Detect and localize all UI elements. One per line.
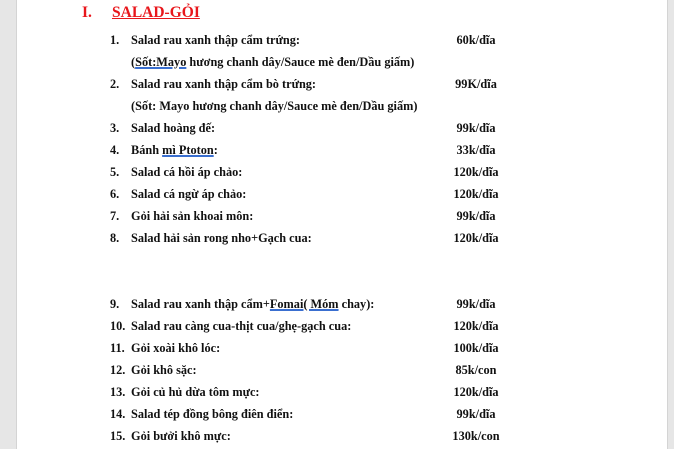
item-number: 5. bbox=[110, 165, 120, 179]
menu-item bbox=[17, 231, 667, 251]
item-number: 9. bbox=[110, 297, 120, 311]
item-name: Gỏi củ hủ dừa tôm mực: bbox=[131, 385, 260, 399]
item-number: 1. bbox=[110, 33, 120, 47]
item-name: Salad rau xanh thập cẩm trứng: bbox=[131, 33, 300, 47]
menu-item bbox=[17, 363, 667, 383]
item-name: Salad rau xanh thập cẩm bò trứng: bbox=[131, 77, 317, 91]
item-number: 6. bbox=[110, 187, 120, 201]
item-price: 99k/dĩa bbox=[456, 209, 496, 223]
item-note: (Sốt: Mayo hương chanh dây/Sauce mè đen/Dầu giấm) bbox=[131, 99, 418, 113]
section-number: I. bbox=[82, 4, 92, 21]
item-number: 14. bbox=[110, 407, 126, 421]
item-name: Salad hải sản rong nho+Gạch cua: bbox=[131, 231, 312, 245]
menu-item bbox=[17, 121, 667, 141]
menu-item bbox=[17, 143, 667, 163]
spelling-flag[interactable]: mì Ptoton bbox=[162, 143, 214, 157]
item-price: 120k/dĩa bbox=[453, 165, 499, 179]
item-price: 130k/con bbox=[452, 429, 500, 443]
menu-item bbox=[17, 319, 667, 339]
item-price: 99k/dĩa bbox=[456, 297, 496, 311]
item-price: 33k/dĩa bbox=[456, 143, 496, 157]
item-number: 4. bbox=[110, 143, 120, 157]
item-price: 99k/dĩa bbox=[456, 121, 496, 135]
item-name: Salad rau càng cua-thịt cua/ghẹ-gạch cua: bbox=[131, 319, 352, 333]
item-number: 8. bbox=[110, 231, 120, 245]
item-number: 13. bbox=[110, 385, 126, 399]
item-number: 7. bbox=[110, 209, 120, 223]
item-name: Salad cá hồi áp chảo: bbox=[131, 165, 243, 179]
item-name: Salad tép đồng bông điên điển: bbox=[131, 407, 294, 421]
spelling-flag[interactable]: Fomai( Móm bbox=[269, 297, 339, 311]
menu-item bbox=[17, 429, 667, 449]
item-number: 12. bbox=[110, 363, 126, 377]
menu-item bbox=[17, 407, 667, 427]
item-price: 120k/dĩa bbox=[453, 231, 499, 245]
menu-item bbox=[17, 209, 667, 229]
item-name: Gỏi xoài khô lóc: bbox=[131, 341, 221, 355]
menu-item bbox=[17, 165, 667, 185]
menu-item bbox=[17, 77, 667, 97]
section-title: SALAD-GỎI bbox=[112, 4, 200, 21]
item-name: Gỏi hải sản khoai môn: bbox=[131, 209, 254, 223]
item-name: Gỏi bưởi khô mực: bbox=[131, 429, 231, 443]
item-price: 99k/dĩa bbox=[456, 407, 496, 421]
menu-item bbox=[17, 297, 667, 317]
item-name: Salad cá ngừ áp chảo: bbox=[131, 187, 247, 201]
item-note: (Sốt:Mayo hương chanh dây/Sauce mè đen/Dầu giấm) bbox=[131, 55, 415, 69]
item-price: 85k/con bbox=[455, 363, 497, 377]
item-number: 11. bbox=[110, 341, 125, 355]
item-price: 60k/dĩa bbox=[456, 33, 496, 47]
item-name: Salad rau xanh thập cẩm+Fomai( Móm chay): bbox=[131, 297, 375, 311]
item-price: 99K/dĩa bbox=[455, 77, 497, 91]
spelling-flag[interactable]: Sốt:Mayo bbox=[135, 55, 187, 69]
item-name: Gỏi khô sặc: bbox=[131, 363, 197, 377]
item-number: 15. bbox=[110, 429, 126, 443]
item-price: 120k/dĩa bbox=[453, 319, 499, 333]
document-page[interactable] bbox=[16, 0, 668, 449]
item-price: 120k/dĩa bbox=[453, 385, 499, 399]
item-number: 2. bbox=[110, 77, 120, 91]
menu-item bbox=[17, 341, 667, 361]
item-name: Bánh mì Ptoton: bbox=[131, 143, 218, 157]
menu-item bbox=[17, 385, 667, 405]
item-price: 100k/dĩa bbox=[453, 341, 499, 355]
item-name: Salad hoàng đế: bbox=[131, 121, 216, 135]
menu-item bbox=[17, 33, 667, 53]
item-price: 120k/dĩa bbox=[453, 187, 499, 201]
item-number: 3. bbox=[110, 121, 120, 135]
menu-item bbox=[17, 187, 667, 207]
item-number: 10. bbox=[110, 319, 126, 333]
